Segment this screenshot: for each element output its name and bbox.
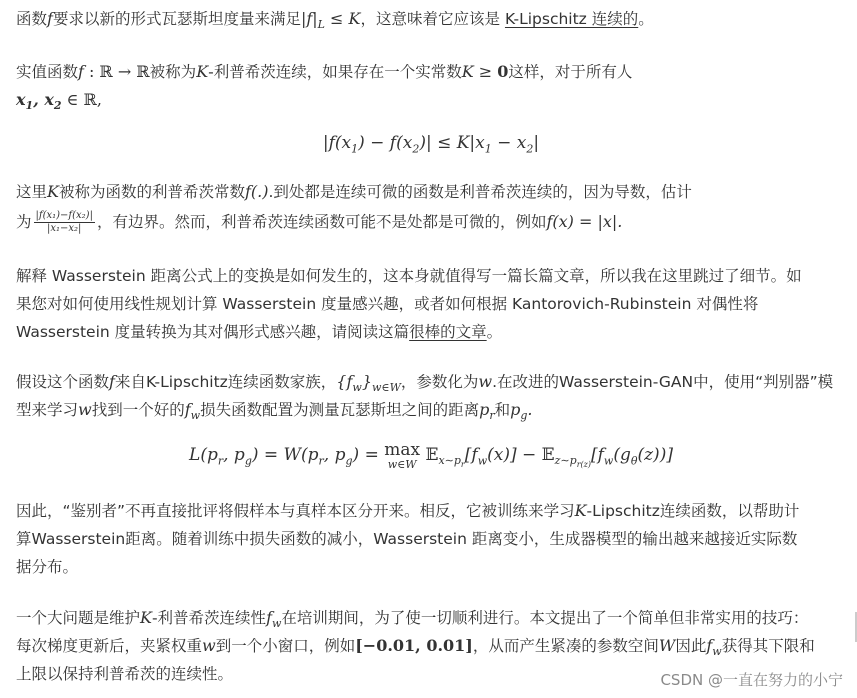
math: $p_r$ — [479, 400, 495, 423]
math: 0 — [497, 62, 509, 81]
math: $f_w$ — [184, 400, 201, 423]
math: $\{f_w\}_{w\in W}$ — [336, 372, 401, 395]
math: $L(p_r$, $p_g) = W(p_r$, $p_g$) = — [189, 445, 385, 468]
text: 因此 — [675, 637, 707, 655]
fraction-numerator: |f(x₁)−f(x₂)| — [35, 210, 93, 221]
text: 被称为函数的利普希茨常数 — [58, 183, 245, 201]
equation-wgan-loss — [16, 440, 846, 470]
text: .在改进的Wasserstein-GAN中，使用“判别器”模型来学习 — [16, 373, 834, 419]
great-article-link[interactable]: 很棒的文章 — [409, 323, 487, 341]
text: 为 — [16, 213, 32, 231]
math: K — [196, 62, 209, 81]
text: 。 — [486, 323, 503, 341]
text: 获得其下限和上限以保持利普希茨的连续性。 — [16, 637, 815, 683]
math: $|f|_L \le K$ — [300, 9, 361, 32]
math: $f_w$ — [706, 636, 722, 659]
math: f — [109, 372, 115, 391]
math: K — [47, 182, 59, 201]
text: 因此，“鉴别者”不再直接批评将假样本与真样本区分开来。相反，它被训练来学习 — [16, 502, 575, 520]
math: w — [78, 400, 92, 419]
math: w — [202, 636, 216, 655]
paragraph-4 — [16, 262, 811, 346]
math: $f_w$ — [266, 608, 282, 631]
math: $x_1$, $x_2$ — [16, 90, 62, 113]
text: 损失函数配置为测量瓦瑟斯坦之间的距离 — [200, 401, 480, 419]
fraction — [34, 210, 95, 235]
paragraph-1 — [16, 5, 846, 33]
math: ∈ ℝ, — [61, 90, 102, 109]
text: ，从而产生紧凑的参数空间 — [472, 637, 659, 655]
math: [−0.01, 0.01] — [355, 636, 473, 655]
equation-lipschitz — [16, 128, 846, 158]
text: ，参数化为 — [400, 373, 479, 391]
math: $𝔼_{x\sim p_r}[f_w(x)]$ − $𝔼_{z\sim p_{r(z)}}[f_w(g_\theta(z))]$ — [425, 445, 673, 470]
text: ，有边界。然而，利普希茨连续函数可能不是处都是可微的，例如 — [96, 213, 547, 231]
text: 被称为 — [149, 63, 197, 81]
text: 来自K-Lipschitz连续函数家族， — [114, 373, 337, 391]
math: K — [574, 501, 587, 520]
paragraph-5 — [16, 368, 846, 424]
paragraph-3 — [16, 177, 846, 237]
text: 要求以新的形式瓦瑟斯坦度量来满足 — [52, 10, 301, 28]
math: $p_g$. — [510, 400, 533, 423]
max-operator: max w∈W — [384, 440, 421, 471]
math: $|f(x_1) - f(x_2)| \le K|x_1 - x_2|$ — [322, 133, 540, 156]
math: : ℝ → ℝ — [83, 62, 150, 81]
math: f — [78, 62, 84, 81]
math: ≥ — [473, 62, 498, 81]
text: 这里 — [16, 183, 48, 201]
text: 假设这个函数 — [16, 373, 110, 391]
text: 找到一个好的 — [91, 401, 185, 419]
text: 函数 — [16, 10, 48, 28]
math: K — [140, 608, 152, 627]
text: 在培训期间，为了使一切顺利进行。本文提出了一个简单但非常实用的技巧：每次梯度更新后，夹紧权重 — [16, 609, 809, 655]
paragraph-2 — [16, 58, 846, 114]
math: f — [47, 9, 53, 28]
text: 到一个小窗口，例如 — [215, 637, 356, 655]
text: ，这意味着它应该是 — [360, 10, 501, 28]
math: f(x) = |x|. — [546, 212, 623, 231]
paragraph-6 — [16, 497, 811, 581]
text: -利普希茨连续，如果存在一个实常数 — [208, 63, 462, 81]
text: 。 — [638, 10, 654, 28]
math: W — [658, 636, 676, 655]
math: f(.) — [244, 182, 269, 201]
k-lipschitz-link[interactable]: K-Lipschitz 连续的 — [504, 10, 639, 28]
fraction-denominator: |x₁−x₂| — [47, 223, 82, 234]
text: 实值函数 — [16, 63, 79, 81]
text: 和 — [494, 401, 511, 419]
text: -Lipschitz连续函数，以帮助计算Wasserstein距离。随着训练中损失函数的减小，Wasserstein 距离变小，生成器模型的输出越来越接近实际数据分布。 — [16, 502, 800, 576]
text: 解释 Wasserstein 距离公式上的变换是如何发生的，这本身就值得写一篇长篇文章，所以我在这里跳过了细节。如果您对如何使用线性规划计算 Wasserstein 度量感兴趣，或者如何根据 Kantorovich-Rubinstein 对偶性将 Wasserstein 度量转换为其对偶形式感兴趣，请阅读这篇 — [16, 267, 802, 341]
text: .到处都是连续可微的函数是利普希茨连续的，因为导数，估计 — [268, 183, 692, 201]
math: w — [478, 372, 493, 391]
text: 这样，对于所有人 — [508, 63, 633, 81]
text: -利普希茨连续性 — [151, 609, 267, 627]
math: K — [461, 62, 474, 81]
text: 一个大问题是维护 — [16, 609, 141, 627]
csdn-watermark: CSDN @一直在努力的小宁 — [660, 671, 843, 689]
